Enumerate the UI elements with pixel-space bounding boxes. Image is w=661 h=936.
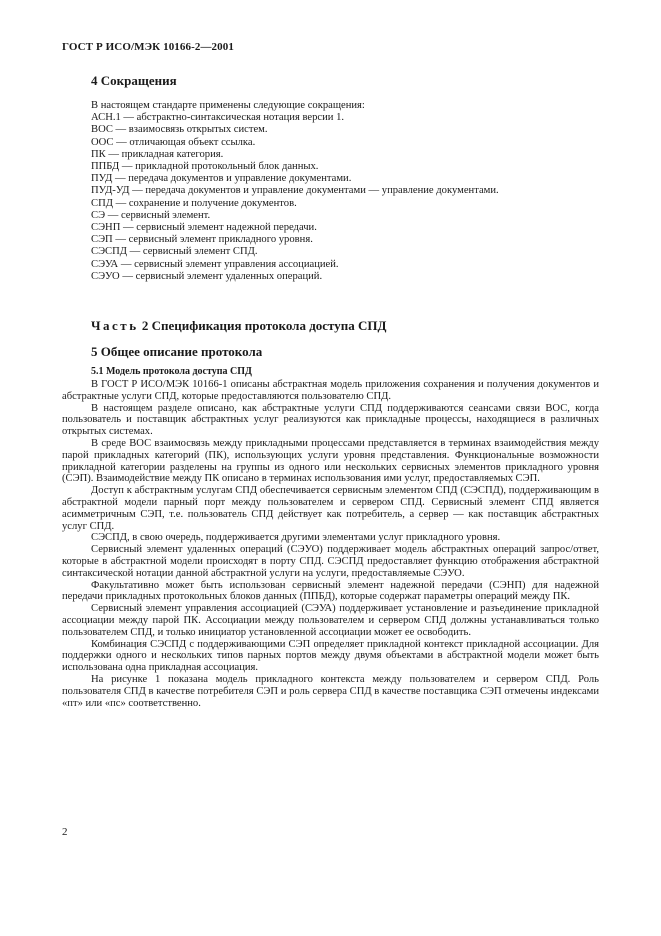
paragraph: Комбинация СЭСПД с поддерживающими СЭП определяет прикладной контекст прикладной ассоциации. Для поддержки одного и нескольких типов парных портов между двумя объектами в абстрактной модели может быть использована одна прикладная ассоциация. xyxy=(62,638,599,674)
abbreviation-item: ООС — отличающая объект ссылка. xyxy=(91,136,256,148)
abbreviation-item: СЭ — сервисный элемент. xyxy=(91,209,211,221)
paragraph: Доступ к абстрактным услугам СПД обеспечивается сервисным элементом СПД (СЭСПД), поддерживающим в абстрактной модели парный порт между пользователем и сервером СПД. Сервисный элемент СПД является асимметричным СЭП, т.е. пользователь СПД действует как потребитель, а сервер — как поставщик абстрактных услуг СПД. xyxy=(62,485,599,532)
abbreviation-item: ПУД-УД — передача документов и управление документами — управление документами. xyxy=(91,185,499,197)
abbreviation-item: ПУД — передача документов и управление документами. xyxy=(91,173,352,185)
section-5-title: 5 Общее описание протокола xyxy=(91,344,263,359)
abbreviation-item: СЭНП — сервисный элемент надежной передачи. xyxy=(91,222,317,234)
part-label: Часть xyxy=(91,318,139,333)
abbreviation-item: ПК — прикладная категория. xyxy=(91,148,224,160)
paragraph: В среде ВОС взаимосвязь между прикладными процессами представляется в терминах взаимодействия между парой прикладных категорий (ПК), использующих услуги уровня представления. Функциональные возможности прикладной категории разделены на группы из одного или нескольких сервисных элементов прикладного уровня (СЭП). Взаимодействие между ПК описано в терминах использования ими услуг, предоставляемых СЭП. xyxy=(62,437,599,485)
paragraph: Факультативно может быть использован сервисный элемент надежной передачи (СЭНП) для надежной передачи прикладных протокольных блоков данных (ППБД), которые содержат параметры операций между ПК. xyxy=(62,579,599,603)
subsection-5-1-title: 5.1 Модель протокола доступа СПД xyxy=(91,366,252,377)
paragraph: В настоящем разделе описано, как абстрактные услуги СПД поддерживаются сеансами связи ВОС, когда пользователь и поставщик абстрактных услуг реализуются как прикладные процессы, находящиеся в различных открытых системах. xyxy=(62,402,599,438)
section-4-title: 4 Сокращения xyxy=(91,73,177,88)
abbreviation-item: ВОС — взаимосвязь открытых систем. xyxy=(91,124,268,136)
paragraph: В ГОСТ Р ИСО/МЭК 10166-1 описаны абстрактная модель приложения сохранения и получения документов и абстрактные услуги СПД, которые предоставляются пользователю СПД. xyxy=(62,379,599,402)
abbreviations-list xyxy=(91,100,611,283)
abbreviation-item: СЭУА — сервисный элемент управления ассоциацией. xyxy=(91,258,339,270)
abbreviation-item: ППБД — прикладной протокольный блок данных. xyxy=(91,161,319,173)
running-header: ГОСТ Р ИСО/МЭК 10166-2—2001 xyxy=(62,41,234,53)
abbreviation-item: СЭУО — сервисный элемент удаленных операций. xyxy=(91,270,323,282)
abbreviation-item: СЭСПД — сервисный элемент СПД. xyxy=(91,246,258,258)
section-5-body xyxy=(62,379,599,709)
part-number: 2 xyxy=(141,318,149,333)
part-2-title xyxy=(91,318,386,334)
part-title-text: Спецификация протокола доступа СПД xyxy=(151,318,387,333)
paragraph: СЭСПД, в свою очередь, поддерживается другими элементами услуг прикладного уровня. xyxy=(91,532,501,544)
paragraph: Сервисный элемент удаленных операций (СЭУО) поддерживает модель абстрактных операций запрос/ответ, которые в абстрактной модели происходят в порту СПД. СЭСПД предоставляет функцию отображения абстрактной синтаксической нотации данной абстрактной услуги на услуги, предоставляемые СЭУО. xyxy=(62,544,599,579)
paragraph: На рисунке 1 показана модель прикладного контекста между пользователем и сервером СПД. Роль пользователя СПД в качестве потребителя СЭП и роль сервера СПД в качестве поставщика СЭП отмечены индексами «пт» или «пс» соответственно. xyxy=(62,673,599,709)
page-number: 2 xyxy=(62,826,68,838)
abbreviations-intro: В настоящем стандарте применены следующие сокращения: xyxy=(91,100,365,111)
abbreviation-item: СПД — сохранение и получение документов. xyxy=(91,197,297,209)
abbreviation-item: АСН.1 — абстрактно-синтаксическая нотация версии 1. xyxy=(91,112,345,124)
abbreviation-item: СЭП — сервисный элемент прикладного уровня. xyxy=(91,234,313,246)
paragraph: Сервисный элемент управления ассоциацией (СЭУА) поддерживает установление и разъединение прикладной ассоциации между парой ПК. Ассоциации между пользователем и сервером СПД должны устанавливаться только пользователем СПД, и только инициатор установленной ассоциации может ее освободить. xyxy=(62,603,599,638)
